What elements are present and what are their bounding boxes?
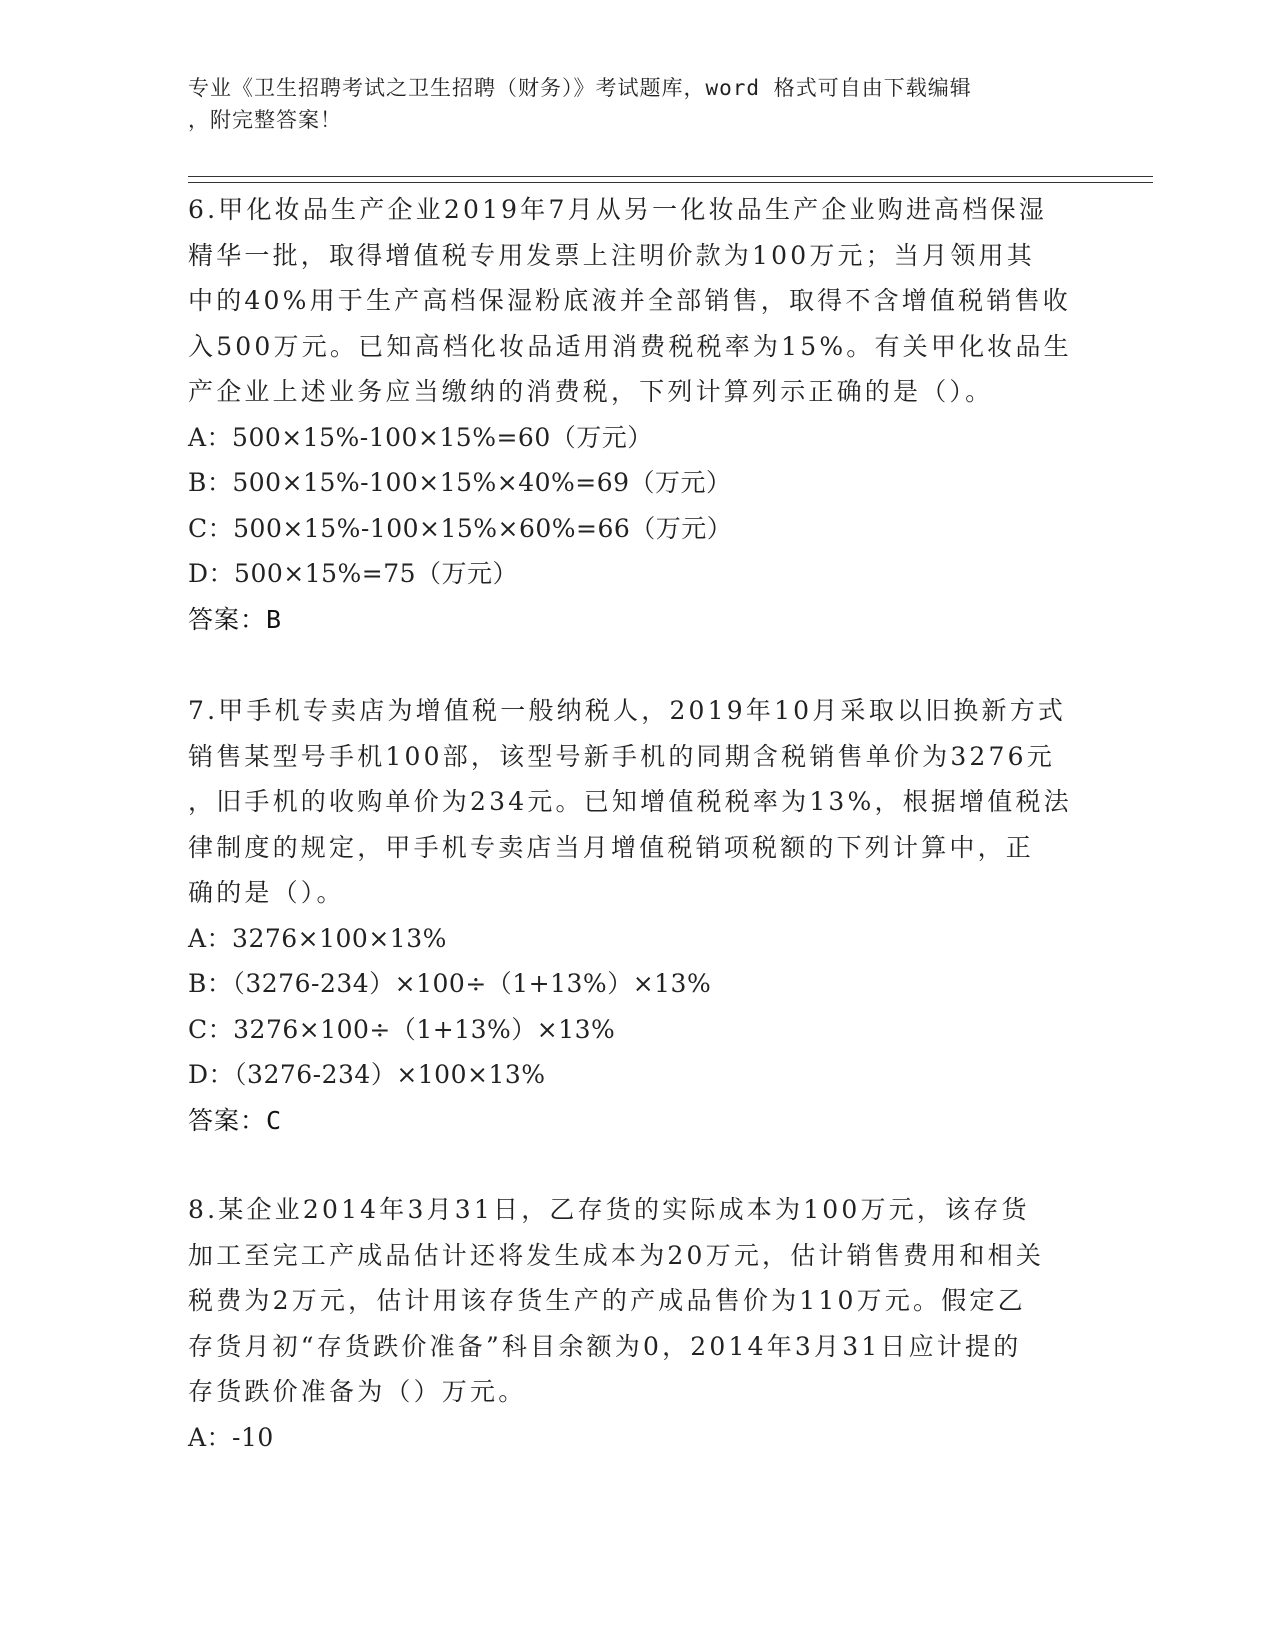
stem-line: 销售某型号手机100部，该型号新手机的同期含税销售单价为3276元 — [188, 741, 1055, 771]
header-divider-top — [188, 176, 1153, 177]
option-b: B：（3276-234）×100÷（1+13%）×13% — [188, 969, 712, 998]
intro-line-2: ，附完整答案！ — [188, 108, 342, 132]
answer-label: 答案：B — [188, 604, 283, 634]
stem-line: 入500万元。已知高档化妆品适用消费税税率为15%。有关甲化妆品生 — [188, 331, 1072, 361]
document-intro — [188, 72, 1088, 136]
option-c: C：3276×100÷（1+13%）×13% — [188, 1014, 616, 1044]
stem-line: ，旧手机的收购单价为234元。已知增值税税率为13%，根据增值税法 — [188, 787, 1072, 816]
question-stem — [188, 187, 1088, 415]
question-6 — [188, 187, 1088, 642]
stem-line: 精华一批，取得增值税专用发票上注明价款为100万元；当月领用其 — [188, 240, 1035, 270]
option-d: D：（3276-234）×100×13% — [188, 1060, 546, 1089]
intro-line-1: 专业《卫生招聘考试之卫生招聘（财务）》考试题库，word 格式可自由下载编辑 — [188, 76, 972, 100]
option-d: D：500×15%=75（万元） — [188, 559, 519, 588]
question-stem — [188, 688, 1088, 916]
stem-line: 7.甲手机专卖店为增值税一般纳税人，2019年10月采取以旧换新方式 — [188, 696, 1067, 725]
stem-line: 存货跌价准备为（）万元。 — [188, 1377, 527, 1406]
stem-line: 6.甲化妆品生产企业2019年7月从另一化妆品生产企业购进高档保湿 — [188, 195, 1047, 224]
question-7 — [188, 688, 1088, 1143]
stem-line: 加工至完工产成品估计还将发生成本为20万元，估计销售费用和相关 — [188, 1240, 1045, 1270]
option-c: C：500×15%-100×15%×60%=66（万元） — [188, 513, 733, 543]
stem-line: 产企业上述业务应当缴纳的消费税，下列计算列示正确的是（）。 — [188, 377, 994, 406]
option-a: A：-10 — [188, 1422, 274, 1452]
stem-line: 8.某企业2014年3月31日，乙存货的实际成本为100万元，该存货 — [188, 1195, 1030, 1224]
option-b: B：500×15%-100×15%×40%=69（万元） — [188, 468, 732, 497]
stem-line: 确的是（）。 — [188, 878, 345, 907]
stem-line: 税费为2万元，估计用该存货生产的产成品售价为110万元。假定乙 — [188, 1286, 1026, 1315]
stem-line: 存货月初“存货跌价准备”科目余额为0，2014年3月31日应计提的 — [188, 1331, 1022, 1361]
header-divider-bottom — [188, 182, 1153, 183]
stem-line: 中的40%用于生产高档保湿粉底液并全部销售，取得不含增值税销售收 — [188, 286, 1071, 315]
question-stem — [188, 1187, 1088, 1415]
stem-line: 律制度的规定，甲手机专卖店当月增值税销项税额的下列计算中，正 — [188, 832, 1035, 862]
question-8 — [188, 1187, 1088, 1460]
option-a: A：500×15%-100×15%=60（万元） — [188, 422, 653, 452]
option-a: A：3276×100×13% — [188, 923, 447, 953]
answer-label: 答案：C — [188, 1105, 283, 1135]
